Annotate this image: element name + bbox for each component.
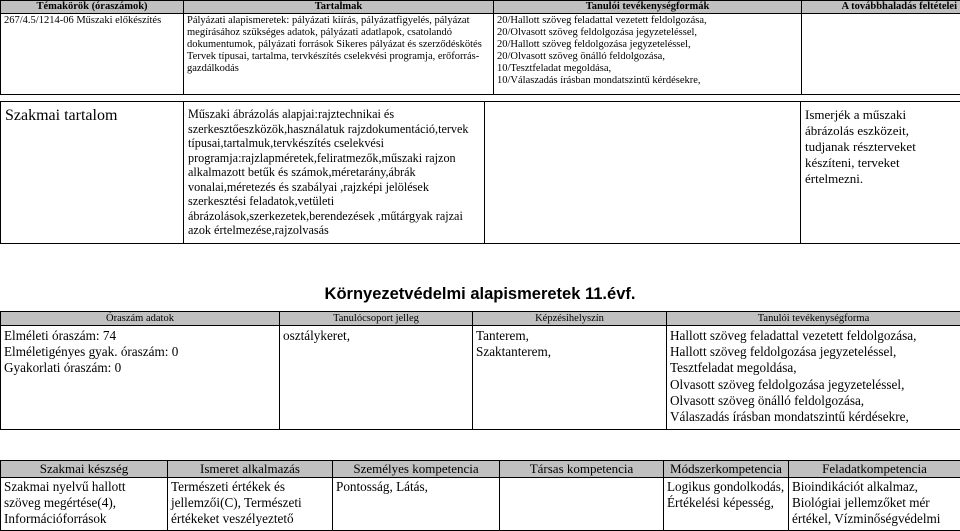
hours-table-header [1,312,960,326]
topic-content: Pályázati alapismeretek: pályázati kiírás, pályázatfigyelés, pályázat megírásához szükséges adatok, pályázati adatlapok, csatolandó dokumentumok, pályázati források Sikeres pályázat és szerződéskötés Tervek típusai, tartalma, tervkészítés cselekvési programja, erőforrás-gazdálkodás [184,14,494,95]
topic-activities [494,14,802,95]
ismeret-alkalmazas-cell: Természeti értékek és jellemzői(C), Természeti értékeket veszélyeztető [168,478,333,531]
activity-line: 20/Hallott szöveg feldolgozása jegyzeteléssel, [497,39,799,51]
activity-line: 10/Válaszadás írásban mondatszintű kérdésekre, [497,75,799,87]
header-csoport: Tanulócsoport jelleg [280,312,473,326]
header-feladatkompetencia: Feladatkompetencia [789,461,960,478]
topic-table [0,0,960,95]
forma-line: Hallott szöveg feladattal vezetett feldolgozása, [670,328,958,344]
header-szakmai-keszseg: Szakmai készség [1,461,168,478]
table-row [1,102,960,244]
szemelyes-kompetencia-cell: Pontosság, Látás, [333,478,500,531]
szakmai-keszseg-cell: Szakmai nyelvű hallott szöveg megértése(4), Információforrások [1,478,168,531]
helyszin-line: Tanterem, [476,328,664,344]
section-title: Környezetvédelmi alapismeretek 11.évf. [0,285,960,304]
header-modszerkompetencia: Módszerkompetencia [664,461,789,478]
hours-table [0,311,960,430]
competence-table-header [1,461,960,478]
topic-feltetel [802,14,960,95]
forma-line: Válaszadás írásban mondatszintű kérdésekre, [670,409,958,425]
oraszam-cell [1,326,280,430]
oraszam-line: Elméleti óraszám: 74 [4,328,277,344]
forma-cell [667,326,960,430]
activity-line: 20/Olvasott szöveg feldolgozása jegyzeteléssel, [497,27,799,39]
activity-line: 10/Tesztfeladat megoldása, [497,63,799,75]
header-tarsas-kompetencia: Társas kompetencia [500,461,664,478]
szakmai-tartalom-content: Műszaki ábrázolás alapjai:rajztechnikai és szerkesztőeszközök,használatuk rajzdokumentáció,tervek típusai,tartalmuk,tervkészítés cselekvési programja:rajzlapméretek,feliratmezők,műszaki rajzon alkalmazott betűk és számok,méretarány,ábrák vonalai,méretezés és szabályai ,rajzképi jelölések szerkesztési feladatok,vetületi ábrázolások,szerkezetek,berendezések ,műtárgyak rajzai azok értelmezése,rajzolvasás [184,102,485,244]
forma-line: Tesztfeladat megoldása, [670,360,958,376]
activity-line: 20/Hallott szöveg feladattal vezetett feldolgozása, [497,15,799,27]
header-ismeret-alkalmazas: Ismeret alkalmazás [168,461,333,478]
header-feltetel: A továbbhaladás feltételei [802,1,960,14]
content-table [0,101,960,244]
topic-code: 267/4.5/1214-06 Műszaki előkészítés [1,14,184,95]
header-temakorok: Témakörök (óraszámok) [1,1,184,14]
forma-line: Hallott szöveg feldolgozása jegyzeteléssel, [670,344,958,360]
header-formak: Tanulói tevékenységformák [494,1,802,14]
header-oraszam: Óraszám adatok [1,312,280,326]
szakmai-tartalom-label: Szakmai tartalom [1,102,184,244]
forma-line: Olvasott szöveg feldolgozása jegyzeteléssel, [670,377,958,393]
tarsas-kompetencia-cell [500,478,664,531]
szakmai-tartalom-requirement: Ismerjék a műszaki ábrázolás eszközeit, tudjanak részterveket készíteni, terveket értelmezni. [801,102,960,244]
header-forma: Tanulói tevékenységforma [667,312,960,326]
header-szemelyes-kompetencia: Személyes kompetencia [333,461,500,478]
szakmai-tartalom-empty [485,102,801,244]
header-tartalmak: Tartalmak [184,1,494,14]
helyszin-line: Szaktanterem, [476,344,664,360]
modszerkompetencia-cell: Logikus gondolkodás, Értékelési képesség, [664,478,789,531]
header-helyszin: Képzésihelyszín [473,312,667,326]
forma-line: Olvasott szöveg önálló feldolgozása, [670,393,958,409]
feladatkompetencia-cell: Bioindikációt alkalmaz, Biológiai jellemzőket mér értékel, Vízminőségvédelmi [789,478,960,531]
table-row [1,326,960,430]
table-row [1,478,960,531]
competence-table [0,460,960,531]
csoport-cell: osztálykeret, [280,326,473,430]
oraszam-line: Gyakorlati óraszám: 0 [4,360,277,376]
oraszam-line: Elméletigényes gyak. óraszám: 0 [4,344,277,360]
activity-line: 20/Olvasott szöveg önálló feldolgozása, [497,51,799,63]
topic-table-header [1,1,960,14]
table-row [1,14,960,95]
helyszin-cell [473,326,667,430]
